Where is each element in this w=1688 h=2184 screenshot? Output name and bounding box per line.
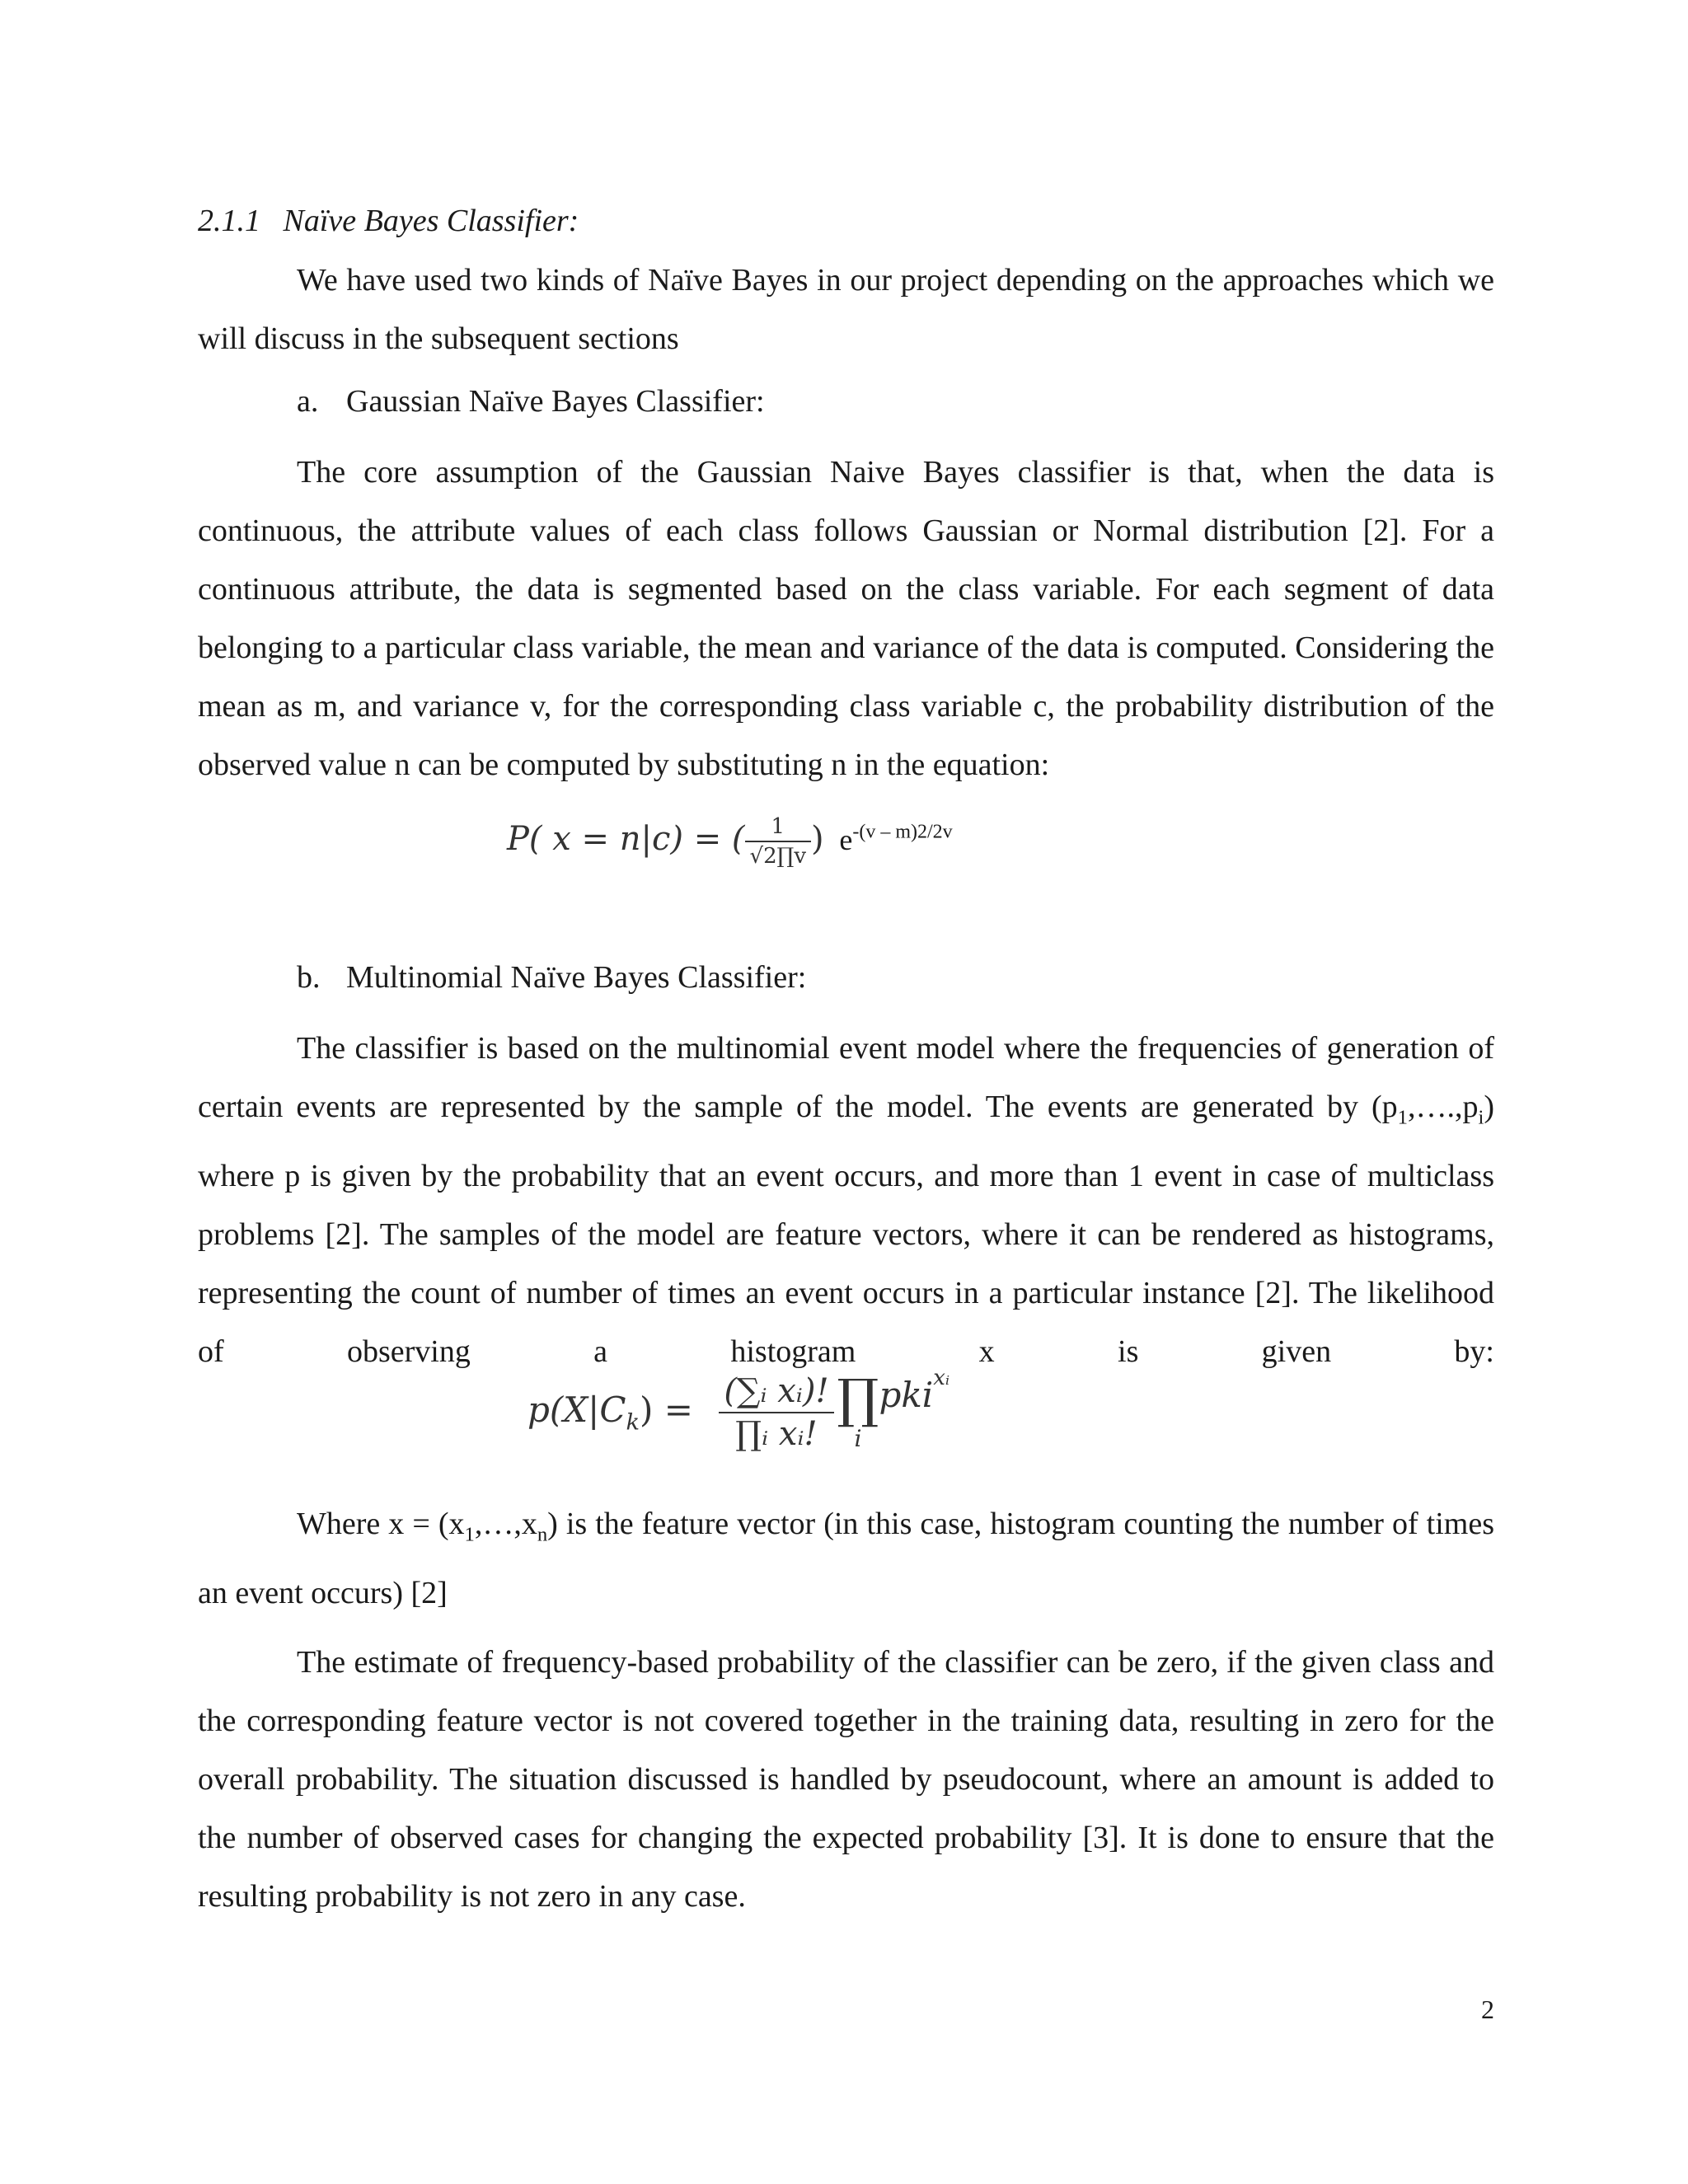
equation-fraction	[719, 1372, 833, 1453]
equation-close-paren: )	[811, 820, 824, 858]
gaussian-equation	[507, 814, 953, 869]
gaussian-paragraph: The core assumption of the Gaussian Naive Bayes classifier is that, when the data is continuous, the attribute values of each class follows Gaussian or Normal distribution [2]. For a continuous attribute, the data is segmented based on the class variable. For each segment of data belonging to a particular class variable, the mean and variance of the data is computed. Considering the mean as m, and variance v, for the corresponding class variable c, the probability distribution of the observed value n can be computed by substituting n in the equation:	[198, 455, 1494, 782]
page-number: 2	[1481, 1994, 1494, 2024]
section-number: 2.1.1	[198, 204, 260, 238]
equation-lhs: P( x = n|c) = (	[507, 820, 745, 858]
subscript: 1	[1397, 1106, 1408, 1129]
intro-block	[198, 251, 1494, 368]
fraction-numerator: (∑ᵢ xᵢ)!	[719, 1372, 833, 1413]
multinomial-block	[198, 1019, 1494, 1381]
list-marker: b.	[297, 960, 321, 995]
fraction-denominator: √2∏v	[749, 844, 807, 869]
fraction-numerator: 1	[745, 814, 812, 842]
where-text-part: Where x = (x	[297, 1507, 465, 1541]
term-exponent: xᵢ	[933, 1366, 950, 1390]
equation-lhs-close: ) =	[640, 1390, 693, 1430]
multinomial-text-part: The classifier is based on the multinomial event model where the frequencies of generation of certain events are represented by the sample of the model. The events are generated by (p	[198, 1031, 1494, 1124]
section-heading	[198, 196, 579, 246]
where-block	[198, 1495, 1494, 1623]
multinomial-paragraph	[198, 1019, 1494, 1381]
subscript: n	[537, 1523, 548, 1546]
multinomial-equation	[528, 1366, 950, 1453]
exponential-exponent: -(v – m)2/2v	[852, 821, 953, 843]
gaussian-block	[198, 443, 1494, 794]
where-text-part: ) is the feature vector (in this case, histogram counting the number of times an event occurs) [2]	[198, 1507, 1494, 1610]
subscript: i	[1478, 1106, 1484, 1129]
section-title: Naïve Bayes Classifier:	[283, 204, 579, 238]
closing-paragraph: The estimate of frequency-based probability of the classifier can be zero, if the given class and the corresponding feature vector is not covered together in the training data, resulting in zero for the overall probability. The situation discussed is handled by pseudocount, where an amount is added to the number of observed cases for changing the expected probability [3]. It is done to ensure that the resulting probability is not zero in any case.	[198, 1645, 1494, 1914]
product-symbol: ∏	[837, 1369, 879, 1430]
equation-fraction	[745, 814, 812, 869]
equation-lhs: p(X|C	[528, 1390, 626, 1430]
where-text-part: ,…,x	[474, 1507, 537, 1541]
subscript: 1	[464, 1523, 475, 1546]
fraction-denominator: ∏ᵢ xᵢ!	[735, 1415, 818, 1453]
intro-paragraph: We have used two kinds of Naïve Bayes in our project depending on the approaches which we will discuss in the subsequent sections	[198, 263, 1494, 356]
subsection-title: Gaussian Naïve Bayes Classifier:	[346, 384, 765, 419]
equation-term: pki	[879, 1374, 934, 1415]
list-marker: a.	[297, 384, 319, 419]
where-paragraph	[198, 1495, 1494, 1623]
multinomial-text-part: ,….,p	[1407, 1090, 1479, 1124]
multinomial-text-part: ) where p is given by the probability that an event occurs, and more than 1 event in case of multiclass problems [2]. The samples of the model are feature vectors, where it can be rendered as histograms, representing the count of number of times an event occurs in a particular instance [2]. The likelihood of observing a histogram x is given by:	[198, 1090, 1494, 1369]
subsection-multinomial-heading	[297, 953, 806, 1002]
subsection-gaussian-heading	[297, 377, 765, 426]
product-index: i	[854, 1425, 862, 1452]
lhs-subscript: k	[626, 1409, 640, 1436]
product-operator	[837, 1369, 879, 1452]
closing-block	[198, 1633, 1494, 1926]
subsection-title: Multinomial Naïve Bayes Classifier:	[346, 960, 807, 995]
exponential-base: e	[839, 823, 853, 856]
